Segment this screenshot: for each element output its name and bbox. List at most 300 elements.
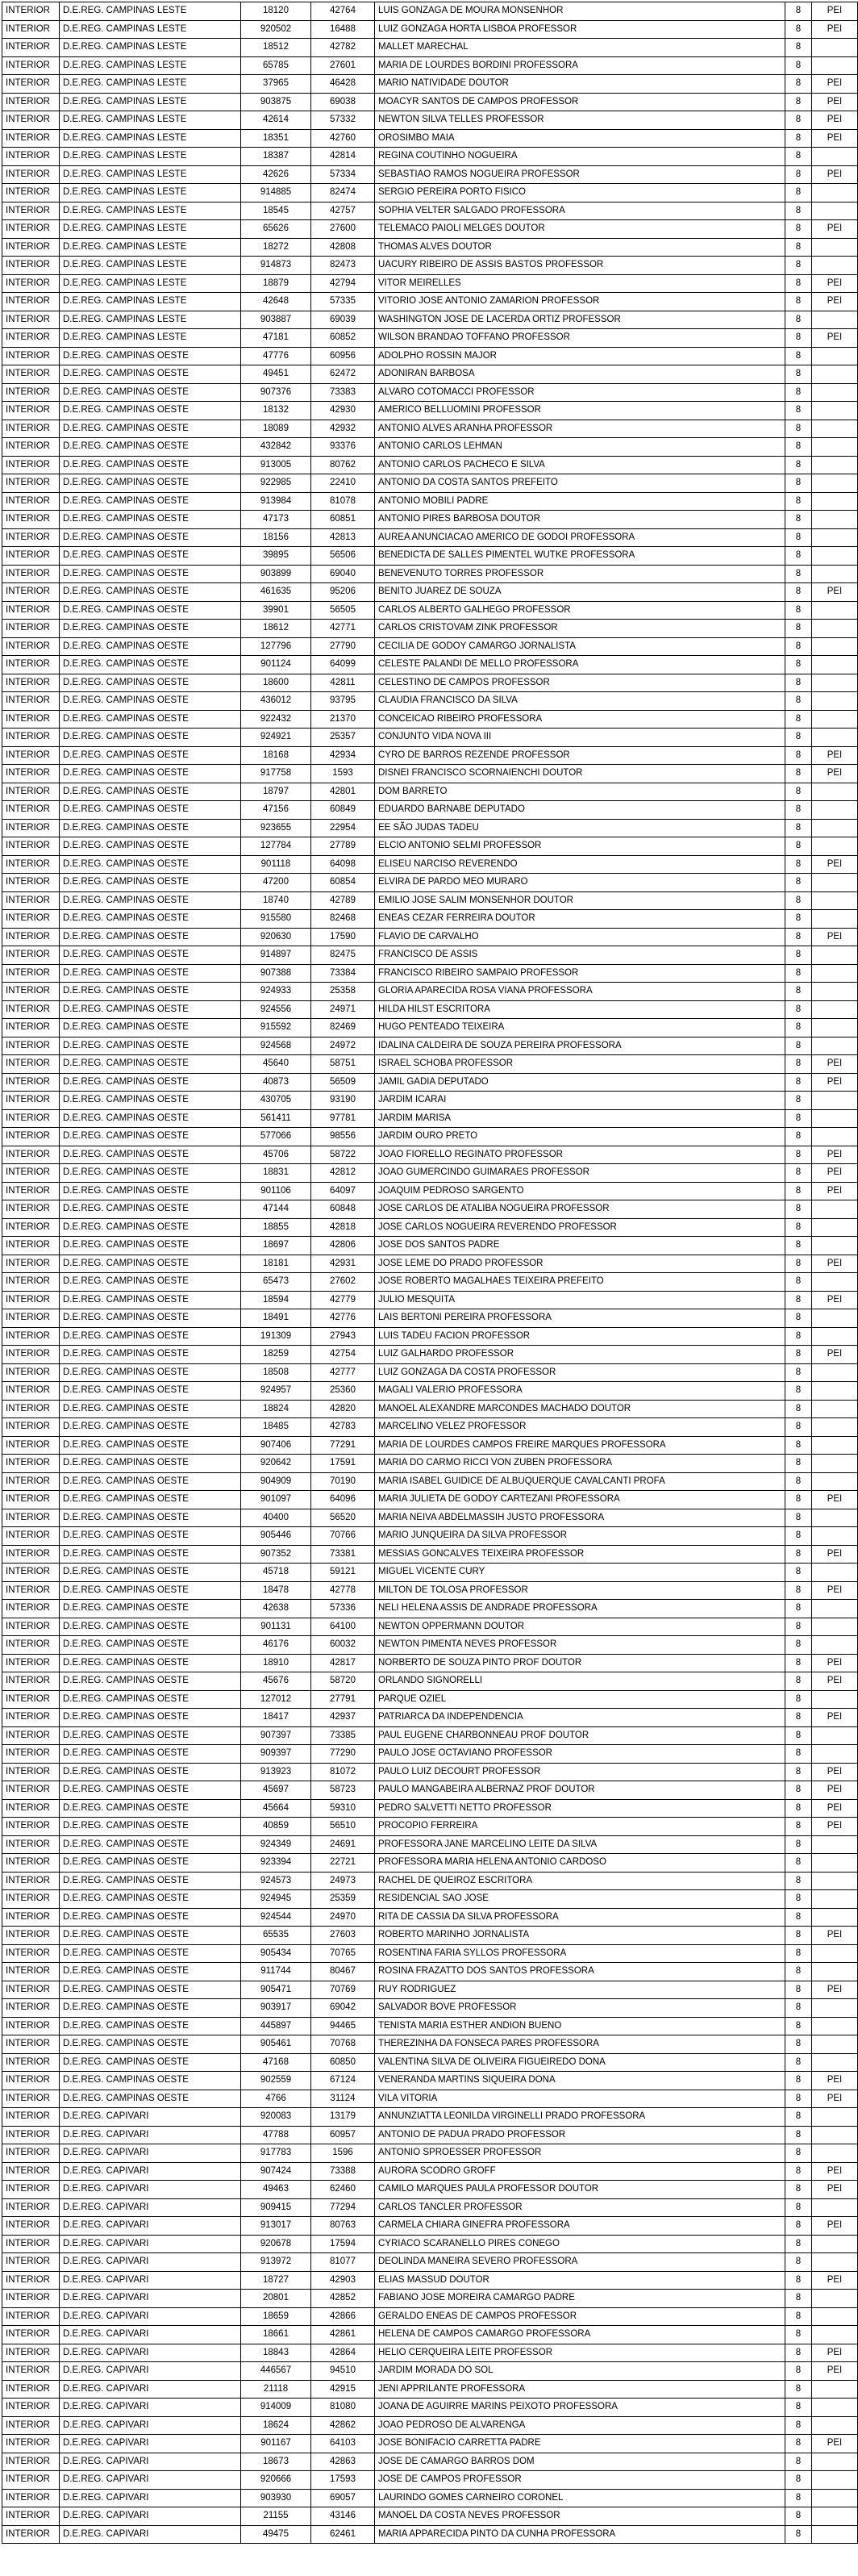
table-row [2,1527,858,1546]
cie-code-cell: 905434 [241,1944,311,1963]
region-cell: INTERIOR [2,2489,60,2507]
school-name-cell: JOAO GUMERCINDO GUIMARAES PROFESSOR [375,1164,785,1183]
unit-code-cell: 17594 [311,2235,375,2253]
cie-code-cell: 924544 [241,1908,311,1927]
school-name-cell: JOSE CARLOS NOGUEIRA REVERENDO PROFESSOR [375,1218,785,1237]
program-cell [812,420,858,438]
program-cell [812,1527,858,1546]
school-name-cell: FRANCISCO RIBEIRO SAMPAIO PROFESSOR [375,964,785,983]
region-cell: INTERIOR [2,293,60,311]
grade-cell: 8 [785,2471,812,2490]
unit-code-cell: 42794 [311,274,375,293]
school-name-cell: JOSE LEME DO PRADO PROFESSOR [375,1255,785,1273]
school-name-cell: DEOLINDA MANEIRA SEVERO PROFESSORA [375,2253,785,2272]
program-cell: PEI [812,2435,858,2453]
program-cell [812,1037,858,1055]
region-cell: INTERIOR [2,438,60,457]
program-cell [812,2053,858,2072]
program-cell [812,492,858,511]
region-cell: INTERIOR [2,1963,60,1981]
program-cell [812,2525,858,2544]
grade-cell: 8 [785,2035,812,2054]
unit-code-cell: 16488 [311,20,375,39]
school-name-cell: LUIZ GONZAGA HORTA LISBOA PROFESSOR [375,20,785,39]
region-cell: INTERIOR [2,765,60,783]
directorate-cell: D.E.REG. CAMPINAS OESTE [60,420,241,438]
cie-code-cell: 18120 [241,2,311,21]
unit-code-cell: 73388 [311,2162,375,2181]
directorate-cell: D.E.REG. CAMPINAS OESTE [60,692,241,711]
grade-cell: 8 [785,601,812,620]
table-row [2,1363,858,1382]
region-cell: INTERIOR [2,1564,60,1582]
grade-cell: 8 [785,1999,812,2018]
school-name-cell: IDALINA CALDEIRA DE SOUZA PEREIRA PROFESSORA [375,1037,785,1055]
directorate-cell: D.E.REG. CAPIVARI [60,2198,241,2217]
unit-code-cell: 1593 [311,765,375,783]
school-name-cell: MARCELINO VELEZ PROFESSOR [375,1418,785,1437]
region-cell: INTERIOR [2,148,60,166]
table-row [2,1709,858,1727]
program-cell [812,1019,858,1037]
cie-code-cell: 49451 [241,365,311,384]
region-cell: INTERIOR [2,1146,60,1164]
unit-code-cell: 42757 [311,202,375,220]
unit-code-cell: 42862 [311,2416,375,2435]
region-cell: INTERIOR [2,165,60,184]
program-cell: PEI [812,75,858,94]
unit-code-cell: 24691 [311,1835,375,1854]
school-name-cell: EMILIO JOSE SALIM MONSENHOR DOUTOR [375,891,785,910]
table-row [2,1073,858,1092]
program-cell: PEI [812,1981,858,1999]
program-cell [812,1835,858,1854]
grade-cell: 8 [785,2126,812,2144]
unit-code-cell: 42814 [311,148,375,166]
cie-code-cell: 446567 [241,2362,311,2381]
program-cell: PEI [812,1146,858,1164]
region-cell: INTERIOR [2,93,60,111]
table-row [2,1164,858,1183]
region-cell: INTERIOR [2,1581,60,1600]
program-cell [812,1400,858,1418]
program-cell: PEI [812,928,858,946]
unit-code-cell: 56509 [311,1073,375,1092]
directorate-cell: D.E.REG. CAMPINAS OESTE [60,2090,241,2108]
grade-cell: 8 [785,1055,812,1074]
grade-cell: 8 [785,2144,812,2163]
cie-code-cell: 18259 [241,1346,311,1364]
unit-code-cell: 60852 [311,329,375,348]
table-row [2,1092,858,1110]
region-cell: INTERIOR [2,1854,60,1873]
program-cell [812,202,858,220]
grade-cell: 8 [785,2198,812,2217]
school-name-cell: MILTON DE TOLOSA PROFESSOR [375,1581,785,1600]
region-cell: INTERIOR [2,2,60,21]
region-cell: INTERIOR [2,75,60,94]
table-row [2,601,858,620]
school-name-cell: BENEDICTA DE SALLES PIMENTEL WUTKE PROFESSORA [375,547,785,566]
grade-cell: 8 [785,1092,812,1110]
grade-cell: 8 [785,1618,812,1636]
directorate-cell: D.E.REG. CAMPINAS OESTE [60,1363,241,1382]
unit-code-cell: 42863 [311,2453,375,2471]
directorate-cell: D.E.REG. CAMPINAS OESTE [60,837,241,856]
grade-cell: 8 [785,2326,812,2344]
program-cell [812,1382,858,1401]
program-cell [812,547,858,566]
program-cell: PEI [812,1073,858,1092]
directorate-cell: D.E.REG. CAMPINAS OESTE [60,2035,241,2054]
grade-cell: 8 [785,474,812,493]
program-cell: PEI [812,1781,858,1800]
table-row [2,257,858,275]
unit-code-cell: 77294 [311,2198,375,2217]
unit-code-cell: 94465 [311,2017,375,2035]
table-row [2,819,858,837]
school-name-cell: ISRAEL SCHOBA PROFESSOR [375,1055,785,1074]
cie-code-cell: 432842 [241,438,311,457]
region-cell: INTERIOR [2,1092,60,1110]
table-row [2,855,858,874]
school-name-cell: MESSIAS GONCALVES TEIXEIRA PROFESSOR [375,1545,785,1564]
region-cell: INTERIOR [2,746,60,765]
cie-code-cell: 65473 [241,1273,311,1292]
region-cell: INTERIOR [2,946,60,965]
grade-cell: 8 [785,1781,812,1800]
region-cell: INTERIOR [2,2090,60,2108]
directorate-cell: D.E.REG. CAMPINAS OESTE [60,1963,241,1981]
directorate-cell: D.E.REG. CAMPINAS OESTE [60,620,241,638]
directorate-cell: D.E.REG. CAPIVARI [60,2471,241,2490]
region-cell: INTERIOR [2,1618,60,1636]
directorate-cell: D.E.REG. CAMPINAS OESTE [60,746,241,765]
directorate-cell: D.E.REG. CAMPINAS OESTE [60,1872,241,1890]
table-row [2,729,858,747]
school-name-cell: GLORIA APARECIDA ROSA VIANA PROFESSORA [375,983,785,1001]
grade-cell: 8 [785,1854,812,1873]
directorate-cell: D.E.REG. CAMPINAS OESTE [60,801,241,820]
cie-code-cell: 40400 [241,1509,311,1527]
program-cell [812,783,858,801]
table-row [2,148,858,166]
cie-code-cell: 561411 [241,1109,311,1128]
grade-cell: 8 [785,2217,812,2236]
table-row [2,1963,858,1981]
unit-code-cell: 77291 [311,1436,375,1455]
school-name-cell: AMERICO BELLUOMINI PROFESSOR [375,402,785,420]
program-cell [812,1327,858,1346]
school-name-cell: SEBASTIAO RAMOS NOGUEIRA PROFESSOR [375,165,785,184]
grade-cell: 8 [785,1255,812,1273]
table-row [2,1128,858,1146]
region-cell: INTERIOR [2,1818,60,1836]
region-cell: INTERIOR [2,1363,60,1382]
region-cell: INTERIOR [2,20,60,39]
program-cell [812,2489,858,2507]
region-cell: INTERIOR [2,2507,60,2526]
region-cell: INTERIOR [2,2271,60,2290]
grade-cell: 8 [785,1237,812,1255]
unit-code-cell: 24972 [311,1037,375,1055]
table-row [2,765,858,783]
grade-cell: 8 [785,1291,812,1309]
school-name-cell: FRANCISCO DE ASSIS [375,946,785,965]
unit-code-cell: 82468 [311,910,375,929]
cie-code-cell: 924349 [241,1835,311,1854]
cie-code-cell: 901167 [241,2435,311,2453]
grade-cell: 8 [785,855,812,874]
directorate-cell: D.E.REG. CAMPINAS OESTE [60,1509,241,1527]
cie-code-cell: 47181 [241,329,311,348]
program-cell [812,1963,858,1981]
directorate-cell: D.E.REG. CAMPINAS OESTE [60,1726,241,1745]
cie-code-cell: 18594 [241,1291,311,1309]
directorate-cell: D.E.REG. CAMPINAS OESTE [60,1436,241,1455]
directorate-cell: D.E.REG. CAMPINAS OESTE [60,365,241,384]
program-cell [812,1618,858,1636]
school-name-cell: MALLET MARECHAL [375,39,785,57]
program-cell [812,2416,858,2435]
program-cell: PEI [812,1164,858,1183]
directorate-cell: D.E.REG. CAMPINAS OESTE [60,1690,241,1709]
directorate-cell: D.E.REG. CAMPINAS OESTE [60,1636,241,1655]
grade-cell: 8 [785,2307,812,2326]
program-cell: PEI [812,1545,858,1564]
region-cell: INTERIOR [2,1055,60,1074]
cie-code-cell: 920502 [241,20,311,39]
unit-code-cell: 56520 [311,1509,375,1527]
unit-code-cell: 42776 [311,1309,375,1328]
cie-code-cell: 909397 [241,1745,311,1764]
table-row [2,946,858,965]
directorate-cell: D.E.REG. CAMPINAS OESTE [60,347,241,365]
school-name-cell: CAMILO MARQUES PAULA PROFESSOR DOUTOR [375,2181,785,2199]
cie-code-cell: 905461 [241,2035,311,2054]
table-row [2,402,858,420]
directorate-cell: D.E.REG. CAMPINAS OESTE [60,383,241,402]
directorate-cell: D.E.REG. CAPIVARI [60,2453,241,2471]
region-cell: INTERIOR [2,2290,60,2308]
directorate-cell: D.E.REG. CAMPINAS OESTE [60,583,241,602]
directorate-cell: D.E.REG. CAMPINAS OESTE [60,1327,241,1346]
directorate-cell: D.E.REG. CAPIVARI [60,2271,241,2290]
unit-code-cell: 62461 [311,2525,375,2544]
directorate-cell: D.E.REG. CAMPINAS OESTE [60,1999,241,2018]
cie-code-cell: 18824 [241,1400,311,1418]
unit-code-cell: 73381 [311,1545,375,1564]
unit-code-cell: 57335 [311,293,375,311]
directorate-cell: D.E.REG. CAPIVARI [60,2108,241,2127]
directorate-cell: D.E.REG. CAMPINAS OESTE [60,1527,241,1546]
grade-cell: 8 [785,2380,812,2399]
cie-code-cell: 922985 [241,474,311,493]
cie-code-cell: 42638 [241,1600,311,1618]
program-cell: PEI [812,111,858,130]
cie-code-cell: 924556 [241,1000,311,1019]
school-name-cell: TENISTA MARIA ESTHER ANDION BUENO [375,2017,785,2035]
program-cell: PEI [812,93,858,111]
table-row [2,2126,858,2144]
cie-code-cell: 917758 [241,765,311,783]
grade-cell: 8 [785,148,812,166]
cie-code-cell: 18855 [241,1218,311,1237]
unit-code-cell: 69039 [311,311,375,329]
directorate-cell: D.E.REG. CAMPINAS OESTE [60,1455,241,1473]
table-row [2,656,858,674]
unit-code-cell: 59310 [311,1799,375,1818]
table-row [2,1781,858,1800]
unit-code-cell: 42801 [311,783,375,801]
unit-code-cell: 56505 [311,601,375,620]
table-row [2,1618,858,1636]
grade-cell: 8 [785,347,812,365]
school-name-cell: ORLANDO SIGNORELLI [375,1672,785,1691]
school-name-cell: NELI HELENA ASSIS DE ANDRADE PROFESSORA [375,1600,785,1618]
unit-code-cell: 93376 [311,438,375,457]
table-row [2,783,858,801]
table-row [2,964,858,983]
grade-cell: 8 [785,565,812,583]
unit-code-cell: 97781 [311,1109,375,1128]
directorate-cell: D.E.REG. CAMPINAS LESTE [60,220,241,239]
cie-code-cell: 903887 [241,311,311,329]
program-cell [812,2126,858,2144]
region-cell: INTERIOR [2,1073,60,1092]
directorate-cell: D.E.REG. CAMPINAS OESTE [60,1073,241,1092]
program-cell [812,474,858,493]
grade-cell: 8 [785,2017,812,2035]
directorate-cell: D.E.REG. CAMPINAS OESTE [60,1654,241,1672]
directorate-cell: D.E.REG. CAMPINAS OESTE [60,2053,241,2072]
school-name-cell: HUGO PENTEADO TEIXEIRA [375,1019,785,1037]
unit-code-cell: 42812 [311,1164,375,1183]
table-row [2,1146,858,1164]
table-row [2,2198,858,2217]
cie-code-cell: 47776 [241,347,311,365]
region-cell: INTERIOR [2,692,60,711]
program-cell: PEI [812,2090,858,2108]
grade-cell: 8 [785,674,812,692]
program-cell [812,511,858,529]
cie-code-cell: 18879 [241,274,311,293]
program-cell [812,1092,858,1110]
school-name-cell: DOM BARRETO [375,783,785,801]
program-cell [812,1999,858,2018]
cie-code-cell: 18508 [241,1363,311,1382]
cie-code-cell: 47168 [241,2053,311,2072]
unit-code-cell: 42760 [311,129,375,148]
region-cell: INTERIOR [2,1545,60,1564]
directorate-cell: D.E.REG. CAMPINAS LESTE [60,39,241,57]
region-cell: INTERIOR [2,1472,60,1491]
cie-code-cell: 18168 [241,746,311,765]
region-cell: INTERIOR [2,1436,60,1455]
school-name-cell: RACHEL DE QUEIROZ ESCRITORA [375,1872,785,1890]
unit-code-cell: 64096 [311,1491,375,1509]
cie-code-cell: 40859 [241,1818,311,1836]
cie-code-cell: 913984 [241,492,311,511]
grade-cell: 8 [785,1128,812,1146]
unit-code-cell: 25357 [311,729,375,747]
school-name-cell: LAIS BERTONI PEREIRA PROFESSORA [375,1309,785,1328]
grade-cell: 8 [785,2290,812,2308]
unit-code-cell: 56506 [311,547,375,566]
directorate-cell: D.E.REG. CAMPINAS LESTE [60,293,241,311]
grade-cell: 8 [785,2399,812,2417]
school-name-cell: PEDRO SALVETTI NETTO PROFESSOR [375,1799,785,1818]
directorate-cell: D.E.REG. CAMPINAS OESTE [60,1491,241,1509]
table-row [2,547,858,566]
grade-cell: 8 [785,1509,812,1527]
school-name-cell: EDUARDO BARNABE DEPUTADO [375,801,785,820]
region-cell: INTERIOR [2,1164,60,1183]
grade-cell: 8 [785,1709,812,1727]
directorate-cell: D.E.REG. CAMPINAS OESTE [60,819,241,837]
directorate-cell: D.E.REG. CAMPINAS OESTE [60,1019,241,1037]
grade-cell: 8 [785,1581,812,1600]
table-row [2,365,858,384]
table-row [2,801,858,820]
directorate-cell: D.E.REG. CAMPINAS OESTE [60,1908,241,1927]
table-row [2,2399,858,2417]
grade-cell: 8 [785,528,812,547]
cie-code-cell: 913923 [241,1763,311,1781]
unit-code-cell: 73383 [311,383,375,402]
grade-cell: 8 [785,783,812,801]
grade-cell: 8 [785,1273,812,1292]
school-name-cell: JOSE DOS SANTOS PADRE [375,1237,785,1255]
directorate-cell: D.E.REG. CAMPINAS OESTE [60,1944,241,1963]
region-cell: INTERIOR [2,402,60,420]
directorate-cell: D.E.REG. CAPIVARI [60,2253,241,2272]
directorate-cell: D.E.REG. CAPIVARI [60,2235,241,2253]
grade-cell: 8 [785,511,812,529]
cie-code-cell: 45676 [241,1672,311,1691]
grade-cell: 8 [785,111,812,130]
directorate-cell: D.E.REG. CAMPINAS LESTE [60,75,241,94]
unit-code-cell: 94510 [311,2362,375,2381]
school-name-cell: NEWTON SILVA TELLES PROFESSOR [375,111,785,130]
cie-code-cell: 917783 [241,2144,311,2163]
program-cell [812,528,858,547]
region-cell: INTERIOR [2,274,60,293]
unit-code-cell: 42754 [311,1346,375,1364]
unit-code-cell: 60032 [311,1636,375,1655]
directorate-cell: D.E.REG. CAMPINAS LESTE [60,184,241,202]
table-row [2,1636,858,1655]
program-cell [812,674,858,692]
unit-code-cell: 21370 [311,710,375,729]
cie-code-cell: 903899 [241,565,311,583]
program-cell [812,910,858,929]
cie-code-cell: 924573 [241,1872,311,1890]
cie-code-cell: 920630 [241,928,311,946]
table-row [2,93,858,111]
unit-code-cell: 57332 [311,111,375,130]
cie-code-cell: 905471 [241,1981,311,1999]
spreadsheet [2,2,843,2544]
region-cell: INTERIOR [2,420,60,438]
program-cell: PEI [812,2072,858,2090]
table-row [2,383,858,402]
unit-code-cell: 42782 [311,39,375,57]
table-row [2,1672,858,1691]
cie-code-cell: 18740 [241,891,311,910]
region-cell: INTERIOR [2,184,60,202]
cie-code-cell: 18089 [241,420,311,438]
